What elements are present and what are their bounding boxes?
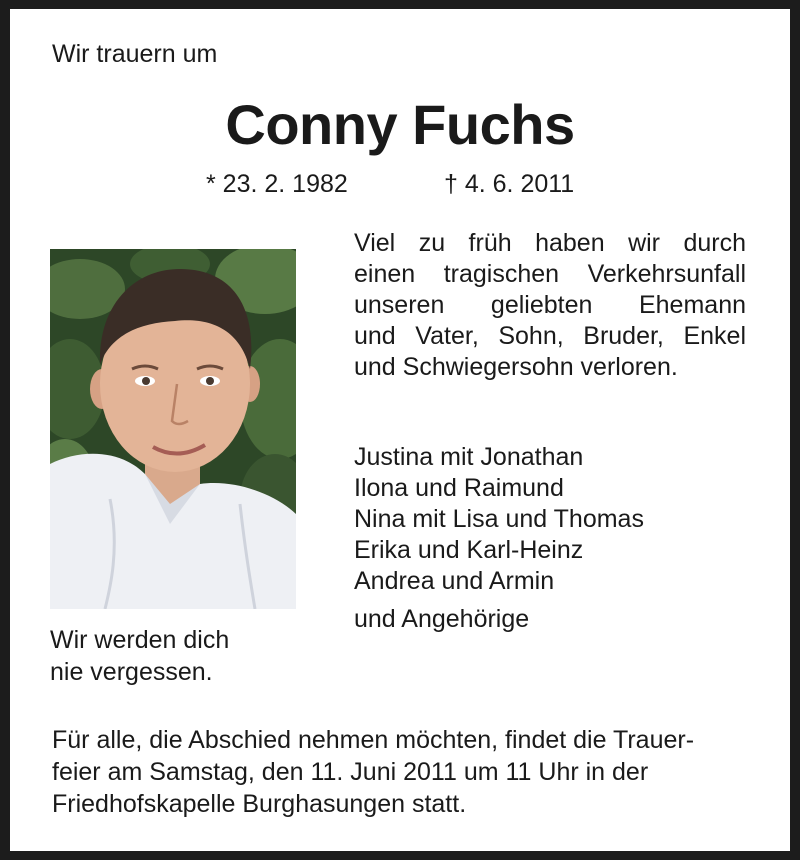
message-line: unseren geliebten Ehemann [354,291,746,319]
relatives-text: und Angehörige [354,605,530,633]
deceased-name: Conny Fuchs [225,93,575,156]
condolence-message [354,228,746,383]
funeral-notice [52,724,752,820]
family-member: Erika und Karl-Heinz [354,536,584,564]
notice-line: Für alle, die Abschied nehmen möchten, findet die Trauer- [52,726,695,754]
family-member: Ilona und Raimund [354,474,564,502]
message-line: und Vater, Sohn, Bruder, Enkel [354,322,746,350]
portrait-photo [50,249,296,609]
memory-line: nie vergessen. [50,658,213,686]
notice-line: Friedhofskapelle Burghasungen statt. [52,790,467,818]
notice-line: feier am Samstag, den 11. Juni 2011 um 11 Uhr in der [52,758,649,786]
intro-text: Wir trauern um [52,40,218,68]
message-line: und Schwiegersohn verloren. [354,353,678,381]
birth-date: * 23. 2. 1982 [206,170,348,198]
memory-text [50,624,229,688]
family-member: Justina mit Jonathan [354,443,584,471]
death-date: † 4. 6. 2011 [444,170,575,198]
family-member: Andrea und Armin [354,567,555,595]
family-list [354,442,644,597]
message-line: Viel zu früh haben wir durch [354,229,746,257]
family-member: Nina mit Lisa und Thomas [354,505,644,533]
message-line: einen tragischen Verkehrsunfall [354,260,746,288]
memory-line: Wir werden dich [50,626,230,654]
